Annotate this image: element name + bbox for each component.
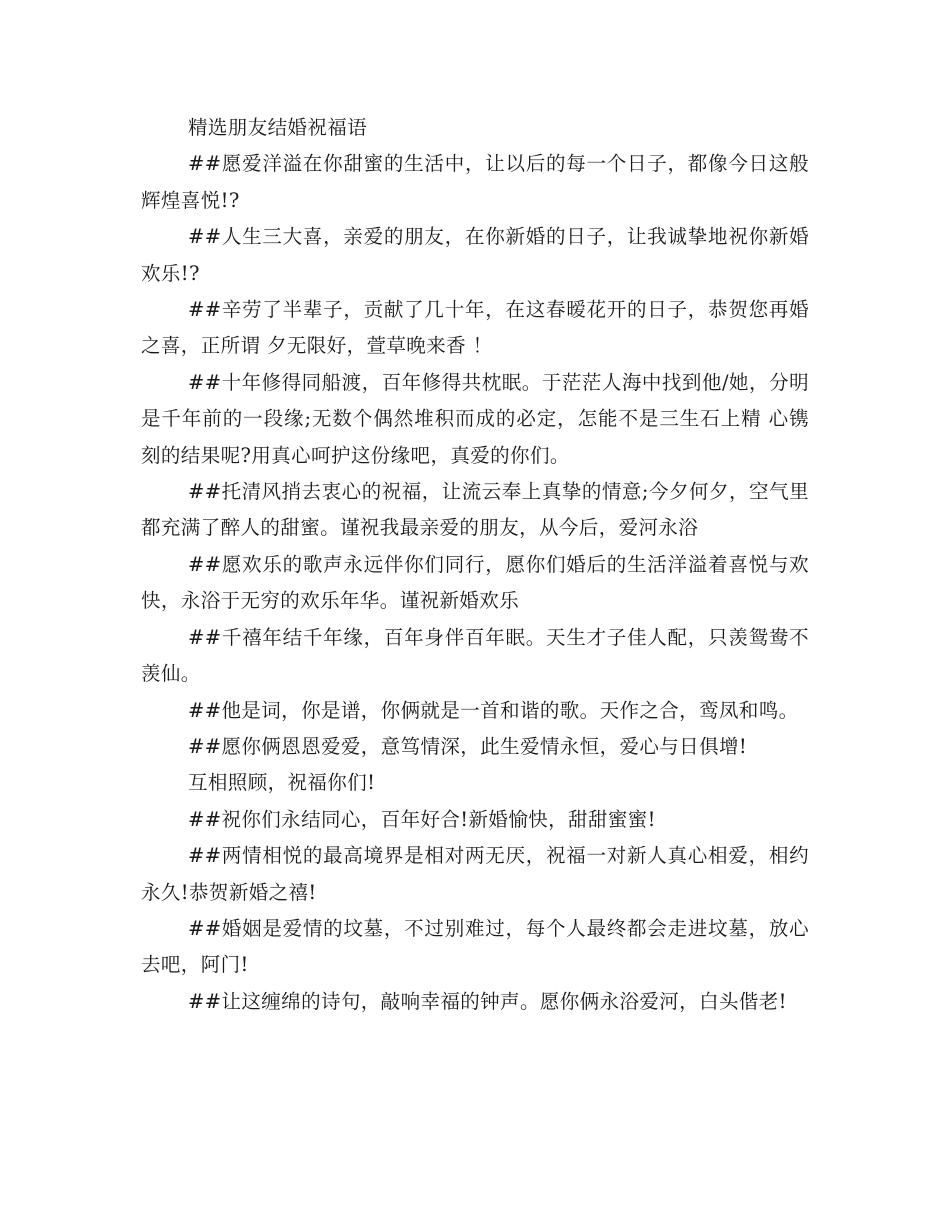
paragraph: ##辛劳了半辈子，贡献了几十年，在这春暧花开的日子，恭贺您再婚之喜，正所谓 夕无限好，萱草晚来香 ！ (141, 298, 809, 358)
paragraph: 互相照顾，祝福你们! (188, 771, 376, 795)
document-title: 精选朋友结婚祝福语 (188, 116, 368, 139)
paragraph: ##愿欢乐的歌声永远伴你们同行，愿你们婚后的生活洋溢着喜悦与欢快，永浴于无穷的欢乐年华。谨祝新婚欢乐 (141, 552, 809, 613)
paragraph: ##托清风捎去衷心的祝福，让流云奉上真挚的情意;今夕何夕，空气里都充满了醉人的甜蜜。谨祝我最亲爱的朋友，从今后，爱河永浴 (141, 480, 809, 540)
paragraph: ##千禧年结千年缘，百年身伴百年眠。天生才子佳人配，只羡鸳鸯不羡仙。 (141, 625, 809, 686)
paragraph: ##愿爱洋溢在你甜蜜的生活中，让以后的每一个日子，都像今日这般辉煌喜悦!? (141, 152, 809, 212)
paragraph: ##让这缠绵的诗句，敲响幸福的钟声。愿你俩永浴爱河，白头偕老! (188, 989, 787, 1013)
paragraph: ##他是词，你是谱，你俩就是一首和谐的歌。天作之合，鸾凤和鸣。 (188, 698, 799, 722)
document-body (141, 110, 809, 1020)
paragraph: ##十年修得同船渡，百年修得共枕眠。于茫茫人海中找到他/她，分明是千年前的一段缘;无数个偶然堆积而成的必定，怎能不是三生石上精 心镌刻的结果呢?用真心呵护这份缘吧，真爱的你们。 (141, 370, 809, 467)
paragraph: ##人生三大喜，亲爱的朋友，在你新婚的日子，让我诚挚地祝你新婚欢乐!? (141, 225, 809, 285)
paragraph: ##愿你俩恩恩爱爱，意笃情深，此生爱情永恒，爱心与日俱增! (188, 734, 748, 758)
paragraph: ##婚姻是爱情的坟墓，不过别难过，每个人最终都会走进坟墓，放心去吧，阿门! (141, 916, 809, 977)
paragraph: ##两情相悦的最高境界是相对两无厌，祝福一对新人真心相爱，相约永久!恭贺新婚之禧! (141, 844, 809, 904)
paragraph: ##祝你们永结同心，百年好合!新婚愉快，甜甜蜜蜜! (188, 807, 656, 831)
